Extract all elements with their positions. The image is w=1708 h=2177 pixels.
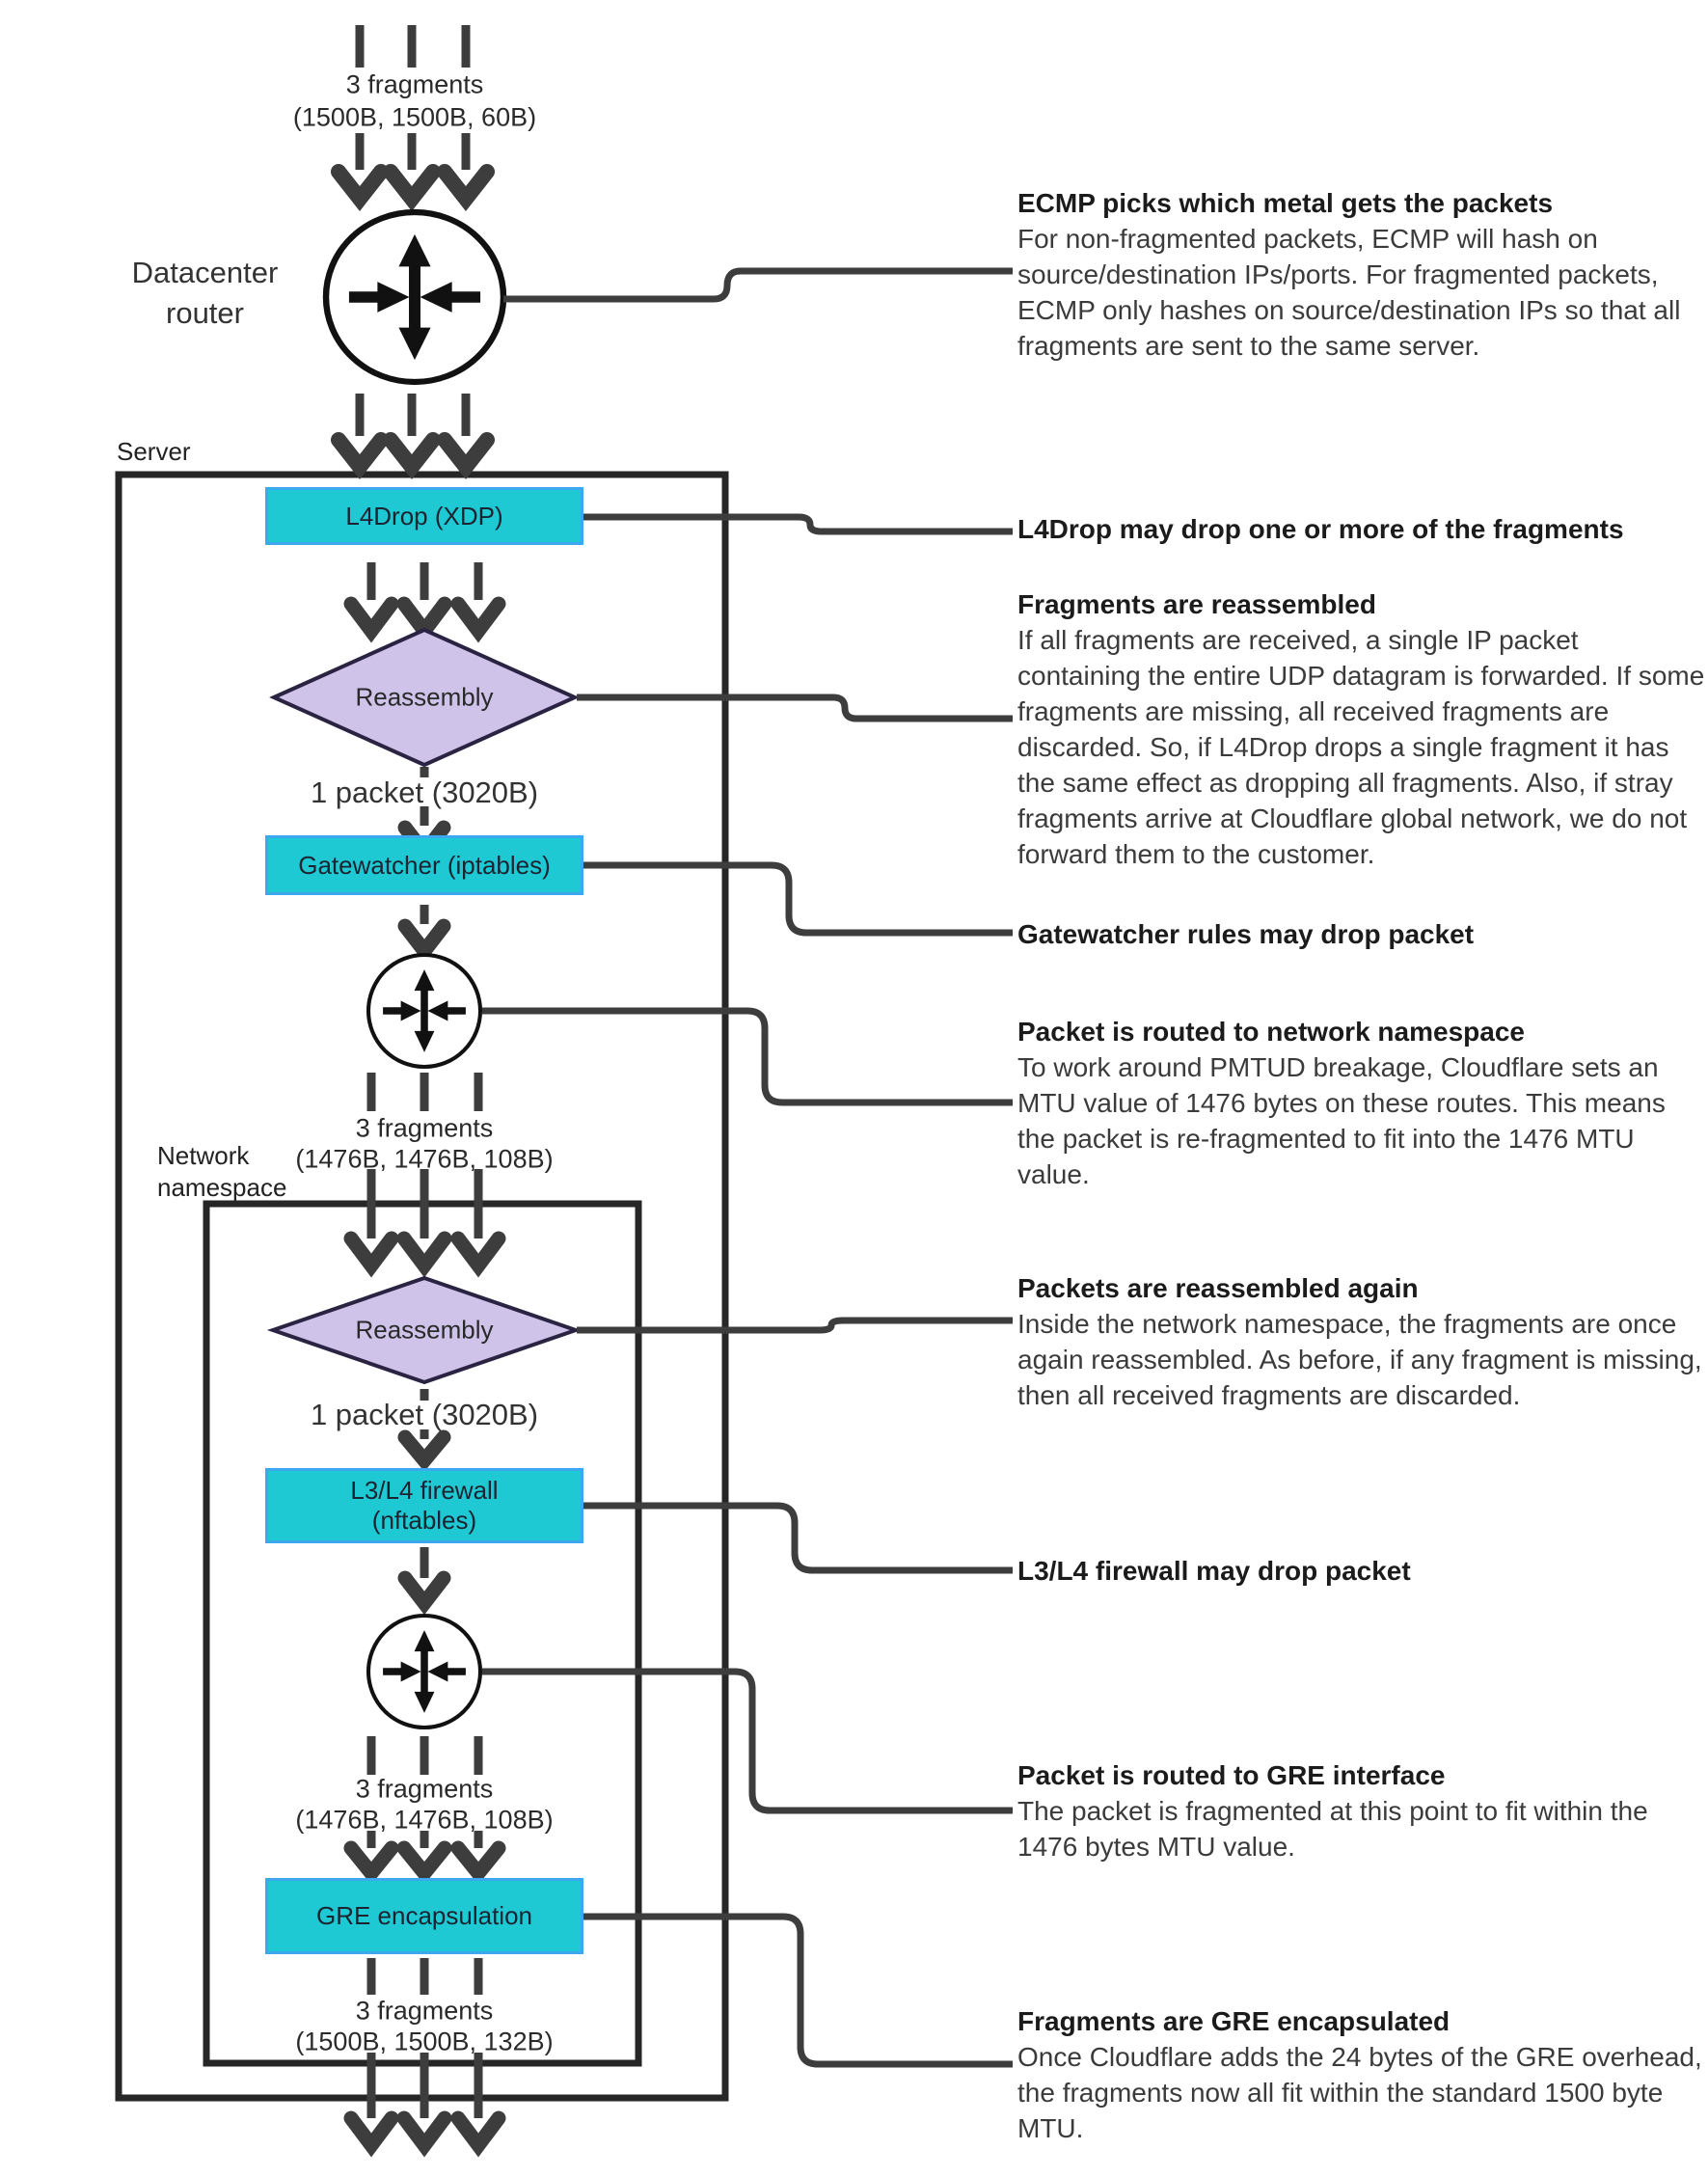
l3l4-firewall-box xyxy=(265,1468,583,1543)
annotation-reassembled-again-title: Packets are reassembled again xyxy=(1017,1273,1419,1303)
packet-2-label: 1 packet (3020B) xyxy=(310,1398,539,1431)
network-namespace-label: Network namespace xyxy=(157,1141,287,1202)
l4drop-label: L4Drop (XDP) xyxy=(345,501,503,531)
annotation-ecmp xyxy=(1017,185,1706,364)
connector-l4drop xyxy=(583,517,1013,531)
annotation-ecmp-title: ECMP picks which metal gets the packets xyxy=(1017,188,1554,218)
gatewatcher-label: Gatewatcher (iptables) xyxy=(298,850,551,880)
connector-gatewatcher xyxy=(583,865,1013,933)
connector-ecmp xyxy=(503,271,1013,299)
arrows-into-server-icon xyxy=(339,394,487,467)
datacenter-router-icon xyxy=(326,212,503,382)
arrows-into-namespace-icon xyxy=(351,1169,499,1265)
l3l4-firewall-line2: (nftables) xyxy=(371,1506,477,1535)
gatewatcher-box xyxy=(265,835,583,895)
datacenter-router-label: Datacenter router xyxy=(131,256,279,330)
connector-l3l4 xyxy=(583,1506,1013,1570)
annotation-l4drop-title: L4Drop may drop one or more of the fragments xyxy=(1017,514,1624,544)
annotation-netns-route-title: Packet is routed to network namespace xyxy=(1017,1017,1525,1047)
reassembly-2-label: Reassembly xyxy=(355,1315,494,1345)
server-label: Server xyxy=(117,437,191,466)
annotation-reassembled xyxy=(1017,586,1706,872)
out-fragments-sizes: (1500B, 1500B, 132B) xyxy=(295,2027,554,2056)
arrow-gatewatcher-to-router-icon xyxy=(405,905,444,951)
arrows-into-gre-icon xyxy=(351,1831,499,1873)
ns-fragments-label: 3 fragments xyxy=(355,1774,494,1804)
annotation-gre-route xyxy=(1017,1757,1706,1864)
gre-encapsulation-label: GRE encapsulation xyxy=(315,1901,533,1930)
arrows-l4drop-to-reassembly-icon xyxy=(351,562,499,631)
annotation-gatewatcher-title: Gatewatcher rules may drop packet xyxy=(1017,919,1475,949)
arrow-firewall-to-router-icon xyxy=(405,1547,444,1603)
reassembly-1-label: Reassembly xyxy=(355,682,494,712)
packet-1-label: 1 packet (3020B) xyxy=(310,776,539,809)
mid-fragments-label: 3 fragments xyxy=(355,1113,494,1143)
annotation-netns-route-body: To work around PMTUD breakage, Cloudflare sets an MTU value of 1476 bytes on these routes. This means the packet is re-fragmented to fit into the 1476 MTU value. xyxy=(1017,1052,1666,1189)
annotation-gre-route-body: The packet is fragmented at this point to fit within the 1476 bytes MTU value. xyxy=(1017,1796,1648,1862)
out-fragments-label: 3 fragments xyxy=(355,1996,494,2026)
annotation-ecmp-body: For non-fragmented packets, ECMP will hash on source/destination IPs/ports. For fragmented packets, ECMP only hashes on source/destination IPs so that all fragments are sent to the same server. xyxy=(1017,224,1681,361)
l3l4-firewall-line1: L3/L4 firewall xyxy=(350,1476,499,1505)
annotation-reassembled-title: Fragments are reassembled xyxy=(1017,589,1376,619)
connector-gre-encap xyxy=(583,1917,1013,2064)
top-fragments-label: 3 fragments xyxy=(345,69,484,99)
top-fragments-sizes: (1500B, 1500B, 60B) xyxy=(292,102,537,132)
annotation-l4drop xyxy=(1017,511,1706,547)
connector-reassembly1 xyxy=(577,697,1013,719)
annotation-gre-encap-title: Fragments are GRE encapsulated xyxy=(1017,2006,1450,2036)
ns-fragments-sizes: (1476B, 1476B, 108B) xyxy=(295,1805,554,1835)
mid-fragments-sizes: (1476B, 1476B, 108B) xyxy=(295,1144,554,1174)
annotation-gatewatcher xyxy=(1017,916,1706,952)
route-to-gre-router-icon xyxy=(368,1616,480,1728)
arrows-exiting-server-icon xyxy=(351,2053,499,2145)
annotation-reassembled-again-body: Inside the network namespace, the fragments are once again reassembled. As before, if any fragment is missing, then all received fragments are discarded. xyxy=(1017,1309,1702,1410)
fragment-ticks-before-gre-icon xyxy=(371,1736,478,1775)
l4drop-box xyxy=(265,487,583,545)
annotation-gre-encap-body: Once Cloudflare adds the 24 bytes of the GRE overhead, the fragments now all fit within the standard 1500 byte MTU. xyxy=(1017,2042,1702,2143)
connector-netns-route xyxy=(482,1011,1013,1102)
connector-gre-route xyxy=(482,1672,1013,1810)
annotation-gre-route-title: Packet is routed to GRE interface xyxy=(1017,1760,1446,1790)
annotation-gre-encap xyxy=(1017,2003,1706,2146)
connector-reassembly2 xyxy=(577,1320,1013,1330)
annotation-reassembled-body: If all fragments are received, a single IP packet containing the entire UDP datagram is forwarded. If some fragments are missing, all received fragments are discarded. So, if L4Drop drops a single fragment it has the same effect as dropping all fragments. Also, if stray fragments arrive at Cloudflare global network, we do not forward them to the customer. xyxy=(1017,625,1705,869)
annotation-l3l4-title: L3/L4 firewall may drop packet xyxy=(1017,1556,1411,1586)
incoming-fragment-ticks-icon xyxy=(360,25,466,68)
arrows-into-router-icon xyxy=(339,133,487,199)
annotation-l3l4 xyxy=(1017,1553,1706,1589)
fragment-ticks-after-routing-icon xyxy=(371,1073,478,1111)
annotation-reassembled-again xyxy=(1017,1270,1706,1413)
gre-output-ticks-icon xyxy=(371,1958,478,1995)
route-to-namespace-router-icon xyxy=(368,955,480,1067)
annotation-netns-route xyxy=(1017,1014,1706,1192)
gre-encapsulation-box xyxy=(265,1878,583,1954)
